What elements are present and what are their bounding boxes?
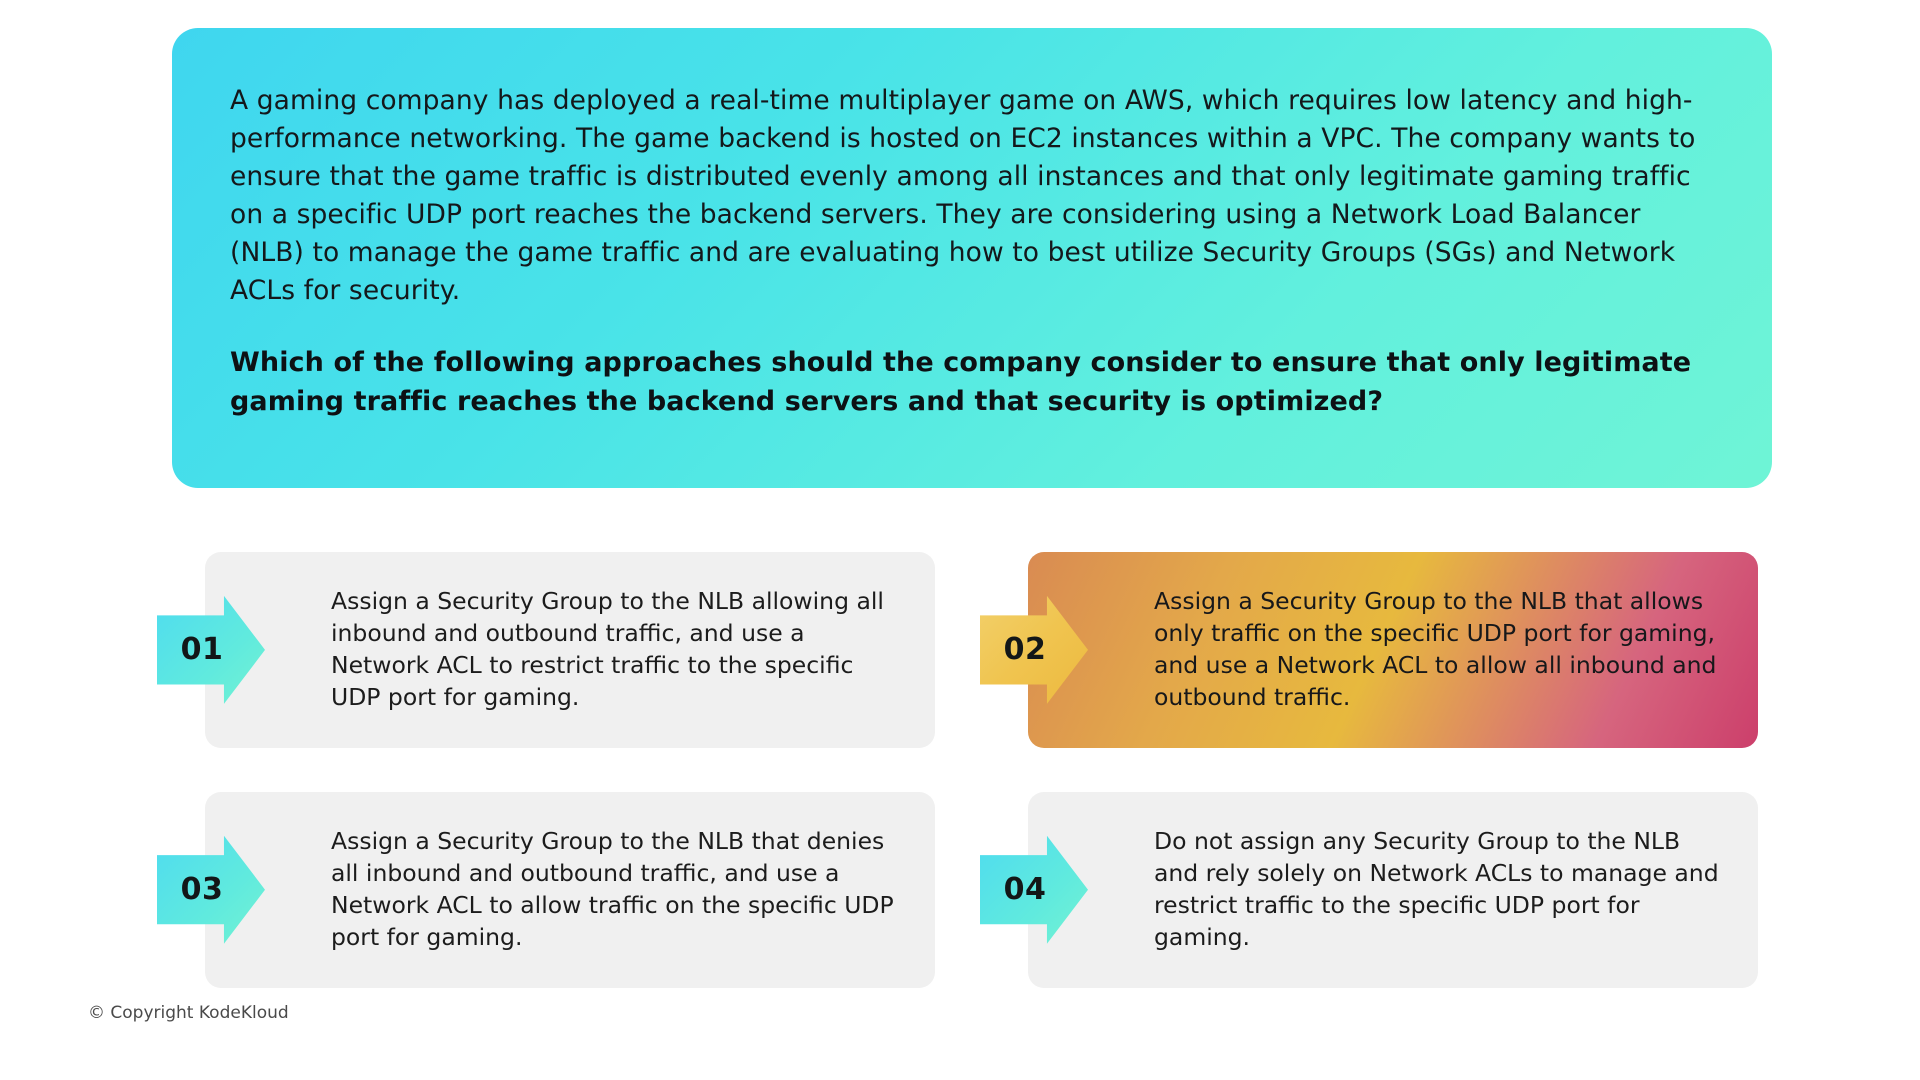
option-01-number: 01 bbox=[180, 632, 224, 668]
question-card bbox=[172, 28, 1772, 488]
option-03-number: 03 bbox=[180, 872, 224, 908]
option-04-text: Do not assign any Security Group to the NLB and rely solely on Network ACLs to manage and restrict traffic to the specific UDP port for gaming. bbox=[1154, 826, 1719, 951]
option-03[interactable] bbox=[180, 792, 935, 988]
option-03-text: Assign a Security Group to the NLB that denies all inbound and outbound traffic, and use a Network ACL to allow traffic on the specific UDP port for gaming. bbox=[331, 826, 894, 951]
option-01-badge bbox=[157, 596, 265, 704]
option-02-badge bbox=[980, 596, 1088, 704]
option-04-badge bbox=[980, 836, 1088, 944]
option-03-badge bbox=[157, 836, 265, 944]
option-01-text: Assign a Security Group to the NLB allowing all inbound and outbound traffic, and use a Network ACL to restrict traffic to the specific UDP port for gaming. bbox=[331, 587, 884, 711]
option-04-number: 04 bbox=[1003, 872, 1047, 908]
question-scenario-text: A gaming company has deployed a real-time multiplayer game on AWS, which requires low latency and high-performance networking. The game backend is hosted on EC2 instances within a VPC. The company wants to ensure that the game traffic is distributed evenly among all instances and that only legitimate gaming traffic on a specific UDP port reaches the backend servers. They are considering using a Network Load Balancer (NLB) to manage the game traffic and are evaluating how to best utilize Security Groups (SGs) and Network ACLs for security. bbox=[230, 85, 1696, 307]
option-01[interactable] bbox=[180, 552, 935, 748]
copyright-footer: © Copyright KodeKloud bbox=[88, 1003, 289, 1023]
question-prompt-text: Which of the following approaches should the company consider to ensure that only legitimate gaming traffic reaches the backend servers and that security is optimized? bbox=[230, 347, 1692, 417]
option-04[interactable] bbox=[1003, 792, 1758, 988]
option-02[interactable] bbox=[1003, 552, 1758, 748]
option-02-number: 02 bbox=[1003, 632, 1047, 668]
option-02-text: Assign a Security Group to the NLB that allows only traffic on the specific UDP port for gaming, and use a Network ACL to allow all inbound and outbound traffic. bbox=[1154, 587, 1717, 711]
options-grid bbox=[180, 552, 1760, 988]
